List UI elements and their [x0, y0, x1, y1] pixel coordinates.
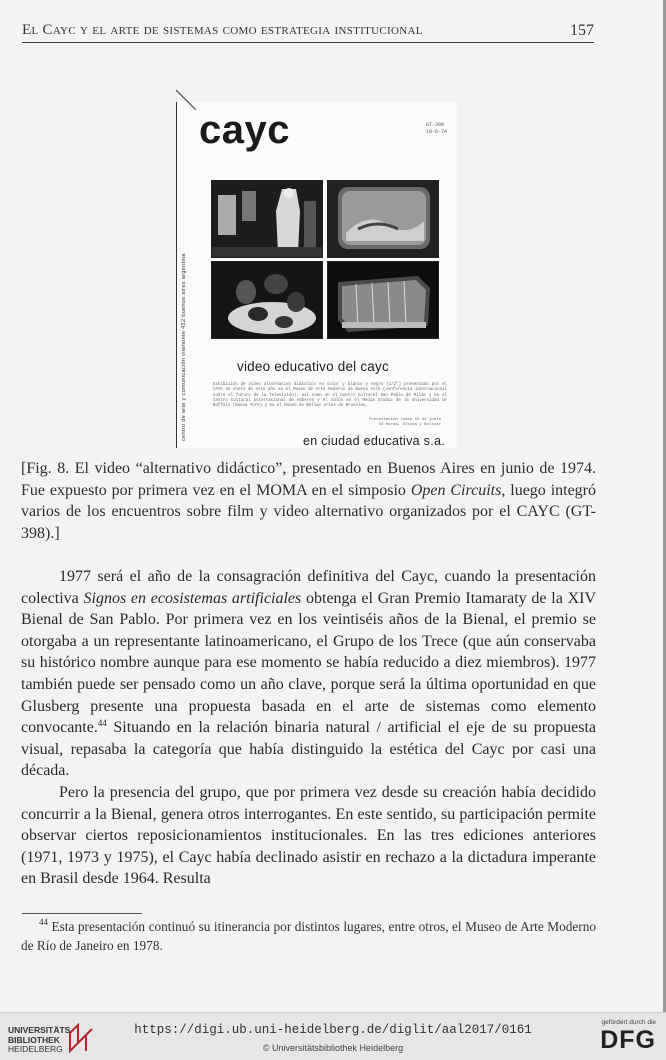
caption-text: [Fig. 8. El video “alternativo didáctico”, presentado en Buenos Aires en junio de 1974. Fue expuesto por primera vez en el MOMA en el simposio: [21, 460, 596, 499]
poster-presentation: [369, 418, 441, 428]
logo-line: UNIVERSITÄTS-: [8, 1025, 74, 1035]
logo-line: HEIDELBERG: [8, 1044, 63, 1054]
photo-figure-sculpture: [211, 180, 323, 258]
footnote: [21, 918, 596, 955]
poster-sheet: [176, 102, 457, 448]
figure-poster: [168, 90, 458, 452]
cayc-logo: cayc: [199, 108, 290, 152]
photo-reclining-figure: [327, 180, 439, 258]
presentation-line: Presentación lunes 10 de junio: [368, 418, 441, 422]
catalog-code: [426, 122, 447, 135]
catalog-code-line: GT-398: [425, 122, 444, 128]
caption-text: , luego integró varios de los encuentros sobre film y video alternativo organizados por el CAYC (GT-398).]: [21, 481, 597, 542]
caption-title-italic: Open Circuits: [410, 481, 502, 499]
presentation-line: 19 horas, Alsina y Bolívar: [378, 423, 441, 427]
footnote-number: 44: [39, 917, 48, 927]
figure-caption: [21, 458, 596, 544]
paragraph-text: obtenga el Gran Premio Itamaraty de la XIV Bienal de San Pablo. Por primera vez en los veintiséis años de la Bienal, el premio se otorgaba a un representante latinoamericano, el Grupo de los Trece (que aún conservaba su histórico nombre aunque para ese momento se había reducido a diez miembros). 1977 también puede ser pensado como un año clave, porque será la última oportunidad en que Glusberg presente una propuesta basada en el arte de sistemas como elemento convocante.: [21, 589, 597, 737]
footnote-text: Esta presentación continuó su itinerancia por distintos lugares, entre otros, el Museo de Arte Moderno de Río de Janeiro en 1978.: [21, 919, 596, 953]
logo-line: BIBLIOTHEK: [8, 1034, 60, 1045]
running-header: [22, 22, 594, 43]
poster-description: Exhibición de video alternativo didáctico en color y blanco y negro (1/2") presentado por el CAYC en enero de este año en el Museo de Arte Moderno de Nueva York (conferencia internacional sobre el futuro de la televisión); así como en el Centro Cultural San Pablo de Milán y en el Centro Cultural Internacional de Amberes y el Salón en el Media Studio de la Universidad de Buffalo (Nueva York) y en el Museo de Bellas Artes de Bruselas.: [213, 383, 447, 409]
poster-publisher: en ciudad educativa s.a.: [302, 434, 445, 448]
paragraph-text: Situando en la relación binaria natural / artificial el eje de su propuesta visual, repasaba la categoría que había distinguido la estética del Cayc por casi una década.: [21, 719, 596, 780]
dfg-logo[interactable]: DFG: [600, 1026, 656, 1054]
footnote-ref[interactable]: 44: [97, 718, 107, 729]
exhibition-title-italic: Signos en ecosistemas artificiales: [83, 589, 302, 607]
poster-side-text: centro de arte y comunicación viamonte 452 buenos aires argentina: [181, 253, 187, 441]
paragraph: [21, 566, 596, 782]
running-title: El Cayc y el arte de sistemas como estrategia institucional: [22, 22, 423, 38]
funded-by-label: gefördert durch die: [601, 1019, 656, 1026]
body-text: [21, 566, 596, 890]
document-url-link[interactable]: https://digi.ub.uni-heidelberg.de/diglit/aal2017/0161: [134, 1023, 532, 1037]
photo-glass-structure: [327, 261, 439, 339]
paragraph: Pero la presencia del grupo, que por primera vez desde su creación había decidido concurrir a la Bienal, genera otros interrogantes. En este sentido, su participación permite observar ciertos reposicionamientos institucionales. En las tres ediciones anteriores (1971, 1973 y 1975), el Cayc había declinado asistir en rechazo a la dictadura imperante en Brasil desde 1964. Resulta: [21, 783, 596, 888]
viewer-footer: [0, 1012, 666, 1060]
photo-objects-table: [211, 261, 323, 339]
page-number: 157: [570, 22, 594, 39]
fold-corner: [176, 90, 196, 110]
footnote-rule: [22, 913, 142, 914]
poster-title: video educativo del cayc: [237, 359, 389, 374]
paragraph-text: 1977 será el año de la consagración definitiva del Cayc, cuando la presentación colectiva: [21, 568, 596, 607]
copyright-notice: © Universitätsbibliothek Heidelberg: [262, 1043, 404, 1053]
catalog-code-line: 10-6-74: [425, 128, 447, 135]
